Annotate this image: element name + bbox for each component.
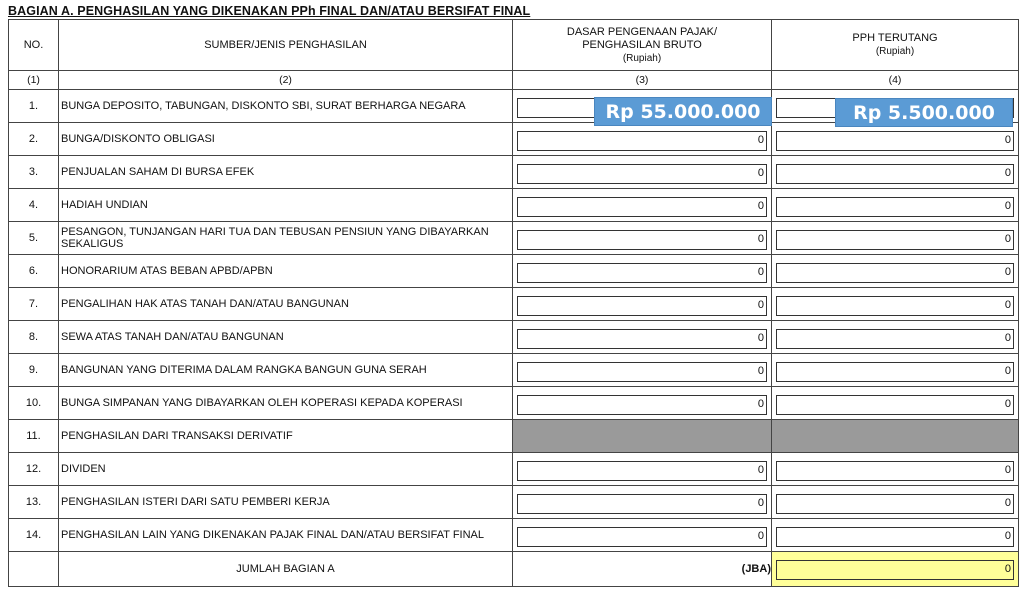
row-number: 12. — [9, 453, 59, 486]
base-cell — [513, 321, 772, 354]
income-row — [9, 354, 1019, 387]
tax-cell — [772, 156, 1019, 189]
row-income-source: BUNGA/DISKONTO OBLIGASI — [59, 123, 513, 156]
row-number: 2. — [9, 123, 59, 156]
row-income-source: HADIAH UNDIAN — [59, 189, 513, 222]
header-tax-line1: PPH TERUTANG — [852, 32, 938, 44]
section-title: BAGIAN A. PENGHASILAN YANG DIKENAKAN PPh FINAL DAN/ATAU BERSIFAT FINAL — [8, 4, 531, 18]
base-cell — [513, 453, 772, 486]
tax-cell — [772, 354, 1019, 387]
row-number: 4. — [9, 189, 59, 222]
total-no-cell — [9, 552, 59, 587]
gross-income-field[interactable]: 0 — [517, 395, 767, 415]
header-tax-unit: (Rupiah) — [875, 46, 915, 57]
tax-cell — [772, 321, 1019, 354]
tax-cell — [772, 519, 1019, 552]
header-no: NO. — [9, 20, 59, 71]
income-row — [9, 453, 1019, 486]
total-label: JUMLAH BAGIAN A — [59, 552, 513, 587]
income-row — [9, 222, 1019, 255]
tax-payable-field[interactable]: 0 — [776, 329, 1014, 349]
header-row — [9, 20, 1019, 71]
row-number: 9. — [9, 354, 59, 387]
row-income-source: PENGHASILAN ISTERI DARI SATU PEMBERI KERJA — [59, 486, 513, 519]
column-number: (1) — [9, 71, 59, 90]
header-tax — [772, 20, 1019, 71]
row-number: 8. — [9, 321, 59, 354]
income-rows — [9, 90, 1019, 552]
header-base — [513, 20, 772, 71]
base-cell — [513, 123, 772, 156]
gross-income-field[interactable]: 0 — [517, 230, 767, 250]
gross-income-field[interactable]: 0 — [517, 461, 767, 481]
row-number: 5. — [9, 222, 59, 255]
header-source: SUMBER/JENIS PENGHASILAN — [59, 20, 513, 71]
row-income-source: BUNGA DEPOSITO, TABUNGAN, DISKONTO SBI, SURAT BERHARGA NEGARA — [59, 90, 513, 123]
gross-income-field[interactable]: 0 — [517, 329, 767, 349]
column-number-row — [9, 71, 1019, 90]
tax-cell — [772, 486, 1019, 519]
base-cell — [513, 387, 772, 420]
tax-payable-field[interactable]: 0 — [776, 263, 1014, 283]
tax-cell — [772, 189, 1019, 222]
row-number: 7. — [9, 288, 59, 321]
income-row — [9, 123, 1019, 156]
income-row — [9, 288, 1019, 321]
row-income-source: HONORARIUM ATAS BEBAN APBD/APBN — [59, 255, 513, 288]
row-income-source: PENGHASILAN DARI TRANSAKSI DERIVATIF — [59, 420, 513, 453]
tax-payable-field[interactable]: 0 — [776, 362, 1014, 382]
column-number: (2) — [59, 71, 513, 90]
row-income-source: PENGHASILAN LAIN YANG DIKENAKAN PAJAK FINAL DAN/ATAU BERSIFAT FINAL — [59, 519, 513, 552]
tax-payable-field[interactable]: 0 — [776, 296, 1014, 316]
income-row — [9, 486, 1019, 519]
gross-income-field[interactable]: 0 — [517, 362, 767, 382]
row-number: 3. — [9, 156, 59, 189]
row-income-source: SEWA ATAS TANAH DAN/ATAU BANGUNAN — [59, 321, 513, 354]
income-row — [9, 420, 1019, 453]
gross-income-field[interactable]: 0 — [517, 164, 767, 184]
row-number: 1. — [9, 90, 59, 123]
gross-income-field[interactable]: 0 — [517, 131, 767, 151]
income-row — [9, 321, 1019, 354]
row-number: 11. — [9, 420, 59, 453]
header-base-line2: PENGHASILAN BRUTO — [582, 38, 702, 51]
gross-income-field[interactable]: 0 — [517, 197, 767, 217]
base-cell — [513, 156, 772, 189]
income-row — [9, 156, 1019, 189]
base-cell — [513, 519, 772, 552]
tax-payable-field[interactable]: 0 — [776, 164, 1014, 184]
tax-payable-field[interactable]: 0 — [776, 395, 1014, 415]
row-income-source: BANGUNAN YANG DITERIMA DALAM RANGKA BANGUN GUNA SERAH — [59, 354, 513, 387]
total-value-field[interactable]: 0 — [776, 560, 1014, 580]
disabled-base-cell — [513, 420, 772, 453]
header-base-line1: DASAR PENGENAAN PAJAK/ — [566, 25, 718, 38]
gross-income-field[interactable]: 0 — [517, 527, 767, 547]
tax-cell — [772, 222, 1019, 255]
row-income-source: PENGALIHAN HAK ATAS TANAH DAN/ATAU BANGUNAN — [59, 288, 513, 321]
row-income-source: BUNGA SIMPANAN YANG DIBAYARKAN OLEH KOPERASI KEPADA KOPERASI — [59, 387, 513, 420]
row-number: 13. — [9, 486, 59, 519]
row-income-source: DIVIDEN — [59, 453, 513, 486]
base-cell — [513, 222, 772, 255]
gross-income-field[interactable]: 0 — [517, 263, 767, 283]
tax-cell — [772, 255, 1019, 288]
column-number: (3) — [513, 71, 772, 90]
tax-cell — [772, 453, 1019, 486]
row-number: 14. — [9, 519, 59, 552]
base-cell — [513, 189, 772, 222]
base-cell — [513, 354, 772, 387]
base-cell — [513, 255, 772, 288]
tax-payable-field[interactable]: 0 — [776, 230, 1014, 250]
tax-cell — [772, 288, 1019, 321]
tax-cell — [772, 123, 1019, 156]
base-amount-overlay: Rp 55.000.000 — [594, 97, 772, 126]
income-row — [9, 387, 1019, 420]
tax-payable-field[interactable]: 0 — [776, 461, 1014, 481]
total-code: (JBA) — [513, 552, 772, 587]
tax-amount-overlay: Rp 5.500.000 — [835, 98, 1013, 127]
gross-income-field[interactable]: 0 — [517, 296, 767, 316]
row-income-source: PESANGON, TUNJANGAN HARI TUA DAN TEBUSAN PENSIUN YANG DIBAYARKAN SEKALIGUS — [59, 222, 513, 255]
tax-payable-field[interactable]: 0 — [776, 131, 1014, 151]
income-row — [9, 519, 1019, 552]
base-cell — [513, 486, 772, 519]
column-number: (4) — [772, 71, 1019, 90]
total-row — [9, 552, 1019, 587]
row-income-source: PENJUALAN SAHAM DI BURSA EFEK — [59, 156, 513, 189]
tax-payable-field[interactable]: 0 — [776, 527, 1014, 547]
income-row — [9, 189, 1019, 222]
header-base-unit: (Rupiah) — [622, 52, 662, 64]
row-number: 6. — [9, 255, 59, 288]
gross-income-field[interactable]: 0 — [517, 494, 767, 514]
income-row — [9, 255, 1019, 288]
base-cell — [513, 288, 772, 321]
tax-payable-field[interactable]: 0 — [776, 494, 1014, 514]
total-cell — [772, 552, 1019, 587]
disabled-tax-cell — [772, 420, 1019, 453]
tax-cell — [772, 387, 1019, 420]
tax-payable-field[interactable]: 0 — [776, 197, 1014, 217]
row-number: 10. — [9, 387, 59, 420]
